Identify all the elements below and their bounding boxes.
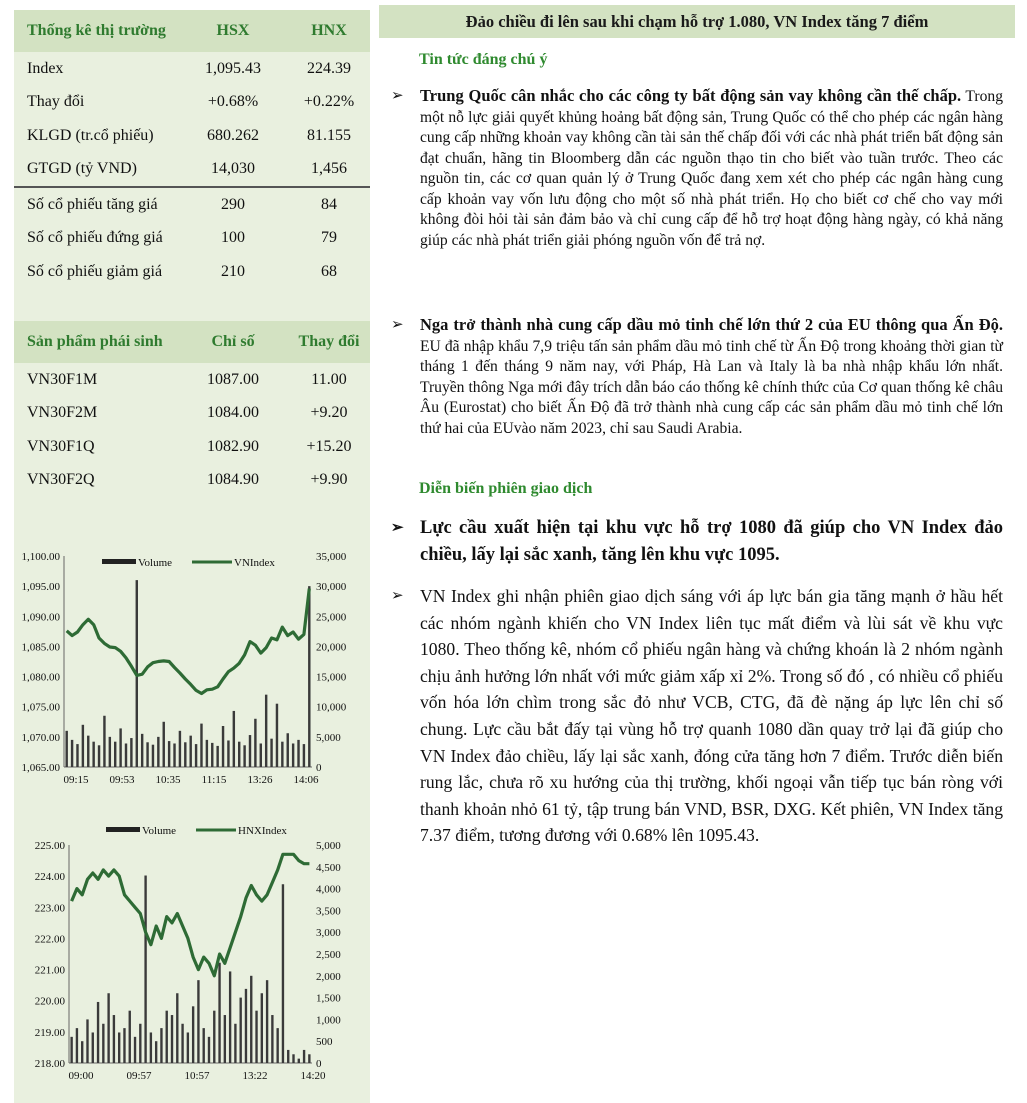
volume-bar bbox=[243, 745, 245, 767]
y-left-tick-label: 218.00 bbox=[34, 1058, 65, 1070]
table-row bbox=[14, 86, 370, 120]
y-left-tick-label: 223.00 bbox=[34, 902, 65, 915]
volume-bar bbox=[144, 876, 146, 1063]
volume-bar bbox=[239, 998, 241, 1063]
news-title: Nga trở thành nhà cung cấp dầu mỏ tinh chế lớn thứ 2 của EU thông qua Ấn Độ. bbox=[420, 315, 1003, 334]
volume-bar bbox=[195, 744, 197, 767]
volume-bar bbox=[218, 963, 220, 1063]
legend-index-label: VNIndex bbox=[234, 557, 275, 569]
volume-bar bbox=[255, 1011, 257, 1063]
table-row bbox=[14, 464, 370, 498]
arrow-bullet-icon: ➢ bbox=[391, 588, 404, 604]
y-right-tick-label: 15,000 bbox=[316, 671, 347, 684]
volume-bar bbox=[81, 1041, 83, 1063]
volume-bar bbox=[123, 1028, 125, 1063]
volume-bar bbox=[303, 744, 305, 767]
y-left-tick-label: 221.00 bbox=[34, 964, 65, 977]
volume-bar bbox=[150, 1032, 152, 1063]
volume-bar bbox=[249, 735, 251, 767]
x-tick-label: 13:22 bbox=[242, 1070, 268, 1082]
volume-bar bbox=[176, 993, 178, 1063]
x-tick-label: 11:15 bbox=[201, 774, 227, 786]
volume-bar bbox=[157, 737, 159, 767]
volume-bar bbox=[179, 731, 181, 767]
x-tick-label: 09:57 bbox=[126, 1070, 152, 1082]
arrow-bullet-icon: ➢ bbox=[391, 317, 404, 333]
session-headline bbox=[391, 515, 1003, 569]
x-tick-label: 14:20 bbox=[300, 1070, 326, 1082]
table-row bbox=[14, 52, 370, 86]
y-right-tick-label: 30,000 bbox=[316, 581, 347, 594]
y-right-tick-label: 1,500 bbox=[316, 992, 341, 1005]
volume-bar bbox=[82, 725, 84, 767]
volume-bar bbox=[213, 1011, 215, 1063]
volume-bar bbox=[281, 742, 283, 767]
volume-bar bbox=[113, 1015, 115, 1063]
table-row bbox=[14, 153, 370, 188]
volume-bar bbox=[308, 1054, 310, 1063]
hnx-value: 79 bbox=[321, 229, 337, 247]
volume-bar bbox=[163, 722, 165, 767]
y-right-tick-label: 5,000 bbox=[316, 731, 341, 744]
hsx-value: 680.262 bbox=[207, 126, 259, 144]
news-body bbox=[420, 86, 1003, 251]
volume-bar bbox=[308, 586, 310, 767]
news-title: Trung Quốc cân nhắc cho các công ty bất động sản vay không cần thế chấp. bbox=[420, 86, 962, 105]
volume-bar bbox=[92, 742, 94, 767]
y-left-tick-label: 219.00 bbox=[34, 1026, 65, 1039]
volume-bar bbox=[134, 1037, 136, 1063]
vnindex-chart bbox=[14, 537, 370, 787]
volume-bar bbox=[139, 1024, 141, 1063]
y-right-tick-label: 0 bbox=[316, 762, 322, 774]
table-row bbox=[14, 119, 370, 153]
volume-bar bbox=[206, 740, 208, 767]
news-text: EU đã nhập khẩu 7,9 triệu tấn sản phẩm dầu mỏ tinh chế từ Ấn Độ trong khoảng thời gian từ tháng 1 đến tháng 9 năm nay, với Pháp, Hà Lan và Italy là ba nhà nhập khẩu lớn nhất. Truyền thông Nga mới đây trích dẫn báo cáo thống kê chính thức của Cơ quan thống kê châu Âu (Eurostat) cho biết Ấn Độ đã trở thành nhà cung cấp các sản phẩm dầu mỏ tinh chế lớn thứ hai của EUvào năm 2023, chỉ sau Saudi Arabia. bbox=[420, 337, 1003, 437]
volume-bar bbox=[298, 1059, 300, 1063]
row-label: Số cổ phiếu giảm giá bbox=[27, 262, 163, 280]
volume-bar bbox=[276, 704, 278, 767]
volume-bar bbox=[92, 1032, 94, 1063]
contract-name: VN30F2M bbox=[27, 404, 98, 422]
news-item bbox=[391, 86, 1003, 251]
volume-bar bbox=[211, 743, 213, 767]
session-summary bbox=[391, 583, 1003, 849]
y-right-tick-label: 0 bbox=[316, 1058, 322, 1070]
contract-index: 1082.90 bbox=[207, 437, 259, 455]
y-right-tick-label: 2,000 bbox=[316, 970, 341, 983]
volume-bar bbox=[141, 734, 143, 767]
volume-bar bbox=[171, 1015, 173, 1063]
volume-bar bbox=[282, 884, 284, 1063]
y-left-tick-label: 224.00 bbox=[34, 871, 65, 884]
volume-bar bbox=[200, 724, 202, 767]
volume-bar bbox=[270, 739, 272, 767]
session-heading: Diễn biến phiên giao dịch bbox=[419, 480, 593, 497]
legend-volume-swatch bbox=[102, 559, 136, 564]
y-right-tick-label: 2,500 bbox=[316, 949, 341, 961]
volume-bar bbox=[155, 1041, 157, 1063]
y-right-tick-label: 3,500 bbox=[316, 905, 341, 918]
x-tick-label: 10:57 bbox=[184, 1070, 210, 1082]
volume-bar bbox=[187, 1032, 189, 1063]
table-header: Thay đổi bbox=[288, 321, 370, 363]
contract-name: VN30F2Q bbox=[27, 471, 95, 489]
hnx-value: 84 bbox=[288, 187, 370, 222]
contract-index: 1084.00 bbox=[207, 404, 259, 422]
x-tick-label: 13:26 bbox=[247, 774, 273, 786]
hsx-value: 1,095.43 bbox=[205, 59, 261, 77]
table-header-row bbox=[14, 321, 370, 363]
volume-bar bbox=[184, 742, 186, 767]
session-title: Lực cầu xuất hiện tại khu vực hỗ trợ 1080 đã giúp cho VN Index đảo chiều, lấy lại sắc xanh, tăng lên khu vực 1095. bbox=[420, 518, 1003, 565]
volume-bar bbox=[303, 1050, 305, 1063]
y-left-tick-label: 1,090.00 bbox=[21, 611, 60, 624]
volume-bar bbox=[118, 1032, 120, 1063]
hnx-value: 224.39 bbox=[307, 59, 351, 77]
y-right-tick-label: 25,000 bbox=[316, 611, 347, 624]
hsx-value: +0.68% bbox=[207, 93, 259, 111]
table-header: Sản phẩm phái sinh bbox=[14, 321, 178, 363]
volume-bar bbox=[168, 741, 170, 767]
volume-bar bbox=[160, 1028, 162, 1063]
index-line bbox=[67, 589, 310, 694]
volume-bar bbox=[261, 993, 263, 1063]
contract-change: +9.20 bbox=[310, 404, 348, 422]
table-header: Chỉ số bbox=[178, 321, 288, 363]
volume-bar bbox=[129, 1011, 131, 1063]
volume-bar bbox=[271, 1015, 273, 1063]
volume-bar bbox=[107, 993, 109, 1063]
table-header: Thống kê thị trường bbox=[14, 10, 178, 52]
volume-bar bbox=[292, 743, 294, 767]
contract-name: VN30F1M bbox=[27, 370, 98, 388]
volume-bar bbox=[208, 1037, 210, 1063]
volume-bar bbox=[102, 1024, 104, 1063]
arrow-bullet-icon: ➢ bbox=[391, 88, 404, 104]
y-left-tick-label: 1,095.00 bbox=[21, 581, 60, 594]
news-heading: Tin tức đáng chú ý bbox=[419, 51, 548, 68]
volume-bar bbox=[260, 743, 262, 767]
row-label: GTGD (tỷ VND) bbox=[27, 160, 137, 178]
chart-svg bbox=[14, 537, 370, 787]
volume-bar bbox=[103, 716, 105, 767]
table-row bbox=[14, 222, 370, 256]
volume-bar bbox=[250, 976, 252, 1063]
volume-bar bbox=[130, 738, 132, 767]
y-right-tick-label: 3,000 bbox=[316, 927, 341, 940]
volume-bar bbox=[76, 1028, 78, 1063]
volume-bar bbox=[227, 740, 229, 767]
table-header: HSX bbox=[178, 10, 288, 52]
volume-bar bbox=[245, 989, 247, 1063]
y-right-tick-label: 500 bbox=[316, 1036, 333, 1049]
table-row bbox=[14, 397, 370, 431]
contract-index: 1087.00 bbox=[207, 370, 259, 388]
news-item bbox=[391, 315, 1003, 439]
table-header: HNX bbox=[288, 10, 370, 52]
row-label: Số cổ phiếu tăng giá bbox=[14, 187, 178, 222]
y-right-tick-label: 10,000 bbox=[316, 701, 347, 714]
volume-bar bbox=[86, 1019, 88, 1063]
arrow-bullet-icon: ➢ bbox=[391, 520, 404, 536]
row-label: Index bbox=[27, 59, 64, 77]
volume-bar bbox=[238, 742, 240, 767]
legend-volume-label: Volume bbox=[138, 557, 173, 569]
contract-name: VN30F1Q bbox=[27, 437, 95, 455]
market-stats-table bbox=[14, 10, 370, 289]
x-tick-label: 10:35 bbox=[155, 774, 181, 786]
volume-bar bbox=[234, 1024, 236, 1063]
volume-bar bbox=[87, 736, 89, 767]
hsx-value: 290 bbox=[178, 187, 288, 222]
y-left-tick-label: 1,100.00 bbox=[21, 551, 60, 563]
y-left-tick-label: 222.00 bbox=[34, 933, 65, 946]
table-header-row bbox=[14, 10, 370, 52]
volume-bar bbox=[292, 1054, 294, 1063]
session-text: VN Index ghi nhận phiên giao dịch sáng với áp lực bán gia tăng mạnh ở hầu hết các nhóm ngành khiến cho VN Index liên tục mất điểm và lùi sát về khu vực 1080. Theo thống kê, nhóm cổ phiếu ngân hàng và chứng khoán là 2 nhóm ngành chịu ảnh hưởng lớn nhất với mức giảm xấp xỉ 2%. Trong số đó , có nhiều cổ phiếu vốn hóa lớn chìm trong sắc đỏ như VCB, CTG, đã đè nặng áp lực lên chỉ số chung. Lực cầu bắt đấy tại vùng hỗ trợ quanh 1080 dần quay trở lại đã giúp cho VN Index đảo chiều, lấy lại sắc xanh, đóng cửa tăng hơn 7 điểm. Trước diễn biến rung lắc, chưa rõ xu hướng của thị trường, khối ngoại vẫn tiếp tục bán ròng với thanh khoản nhỏ 61 tỷ, tập trung bán VND, BSR, DXG. Kết phiên, VN Index tăng 7.37 điểm, tương đương với 0.68% lên 1095.43. bbox=[420, 586, 1003, 846]
row-label: KLGD (tr.cổ phiếu) bbox=[27, 126, 154, 144]
volume-bar bbox=[181, 1024, 183, 1063]
index-line bbox=[72, 854, 310, 976]
hnx-value: 1,456 bbox=[311, 160, 347, 178]
x-tick-label: 09:15 bbox=[63, 774, 89, 786]
legend-index-label: HNXIndex bbox=[238, 825, 287, 837]
y-right-tick-label: 5,000 bbox=[316, 840, 341, 852]
volume-bar bbox=[146, 742, 148, 767]
hsx-value: 210 bbox=[221, 262, 245, 280]
y-left-tick-label: 1,080.00 bbox=[21, 671, 60, 684]
volume-bar bbox=[254, 719, 256, 767]
volume-bar bbox=[297, 740, 299, 767]
news-body bbox=[420, 315, 1003, 439]
contract-change: 11.00 bbox=[311, 370, 347, 388]
volume-bar bbox=[222, 726, 224, 767]
volume-bar bbox=[197, 980, 199, 1063]
row-label: Thay đổi bbox=[27, 93, 85, 111]
volume-bar bbox=[224, 1015, 226, 1063]
volume-bar bbox=[152, 745, 154, 767]
volume-bar bbox=[65, 731, 67, 767]
hsx-value: 14,030 bbox=[211, 160, 255, 178]
volume-bar bbox=[109, 737, 111, 767]
contract-index: 1084.90 bbox=[207, 471, 259, 489]
y-right-tick-label: 4,000 bbox=[316, 883, 341, 896]
table-row bbox=[14, 187, 370, 222]
volume-bar bbox=[287, 1050, 289, 1063]
hnxindex-chart bbox=[14, 815, 370, 1082]
volume-bar bbox=[203, 1028, 205, 1063]
page-title: Đảo chiều đi lên sau khi chạm hỗ trợ 1.080, VN Index tăng 7 điểm bbox=[379, 5, 1015, 38]
x-tick-label: 09:53 bbox=[109, 774, 135, 786]
volume-bar bbox=[97, 1002, 99, 1063]
y-left-tick-label: 225.00 bbox=[34, 840, 65, 852]
volume-bar bbox=[287, 733, 289, 767]
legend-volume-swatch bbox=[106, 827, 140, 832]
x-tick-label: 14:06 bbox=[293, 774, 319, 786]
table-row bbox=[14, 255, 370, 289]
table-row bbox=[14, 430, 370, 464]
y-left-tick-label: 1,065.00 bbox=[21, 762, 60, 774]
volume-bar bbox=[265, 695, 267, 767]
y-right-tick-label: 4,500 bbox=[316, 861, 341, 874]
volume-bar bbox=[166, 1011, 168, 1063]
hnx-value: 68 bbox=[321, 262, 337, 280]
volume-bar bbox=[192, 1006, 194, 1063]
contract-change: +15.20 bbox=[306, 437, 352, 455]
volume-bar bbox=[216, 746, 218, 767]
volume-bar bbox=[173, 743, 175, 767]
y-right-tick-label: 1,000 bbox=[316, 1014, 341, 1027]
row-label: Số cổ phiếu đứng giá bbox=[27, 229, 163, 247]
x-tick-label: 09:00 bbox=[68, 1070, 94, 1082]
volume-bar bbox=[119, 728, 121, 767]
volume-bar bbox=[233, 711, 235, 767]
volume-bar bbox=[189, 736, 191, 767]
hsx-value: 100 bbox=[221, 229, 245, 247]
contract-change: +9.90 bbox=[310, 471, 348, 489]
derivatives-table bbox=[14, 321, 370, 497]
news-text: Trong một nỗ lực giải quyết khủng hoảng bất động sản, Trung Quốc có thể cho phép các ngân hàng cung cấp những khoản vay không cần tài sản thế chấp đối với các nhà phát triển bất động sản đạt chuẩn, hãng tin Bloomberg dẫn các nguồn thạo tin cho biết vào tuần trước. Theo các nguồn tin, các cơ quan quản lý ở Trung Quốc đang xem xét cho phép các ngân hàng cung cấp khoản vay vốn lưu động cho một số nhà phát triển. Họ cho biết cơ chế cho vay mới không đòi hỏi tài sản đảm bảo và chỉ cung cấp để hỗ trợ hoạt động hàng ngày, có khả năng giúp các nhà phát triển giải phóng nguồn vốn để trả nợ. bbox=[420, 88, 1003, 249]
y-right-tick-label: 20,000 bbox=[316, 641, 347, 654]
y-left-tick-label: 1,070.00 bbox=[21, 731, 60, 744]
y-left-tick-label: 1,085.00 bbox=[21, 641, 60, 654]
table-row bbox=[14, 363, 370, 397]
volume-bar bbox=[266, 980, 268, 1063]
volume-bar bbox=[276, 1028, 278, 1063]
volume-bar bbox=[76, 744, 78, 767]
volume-bar bbox=[71, 740, 73, 767]
hnx-value: 81.155 bbox=[307, 126, 351, 144]
volume-bar bbox=[98, 745, 100, 767]
volume-bar bbox=[70, 1037, 72, 1063]
hnx-value: +0.22% bbox=[303, 93, 355, 111]
volume-bar bbox=[229, 971, 231, 1063]
chart-svg bbox=[14, 815, 370, 1082]
volume-bar bbox=[125, 743, 127, 767]
y-left-tick-label: 220.00 bbox=[34, 995, 65, 1008]
left-panel bbox=[14, 10, 370, 1103]
y-right-tick-label: 35,000 bbox=[316, 551, 347, 563]
y-left-tick-label: 1,075.00 bbox=[21, 701, 60, 714]
legend-volume-label: Volume bbox=[142, 825, 177, 837]
volume-bar bbox=[114, 742, 116, 767]
